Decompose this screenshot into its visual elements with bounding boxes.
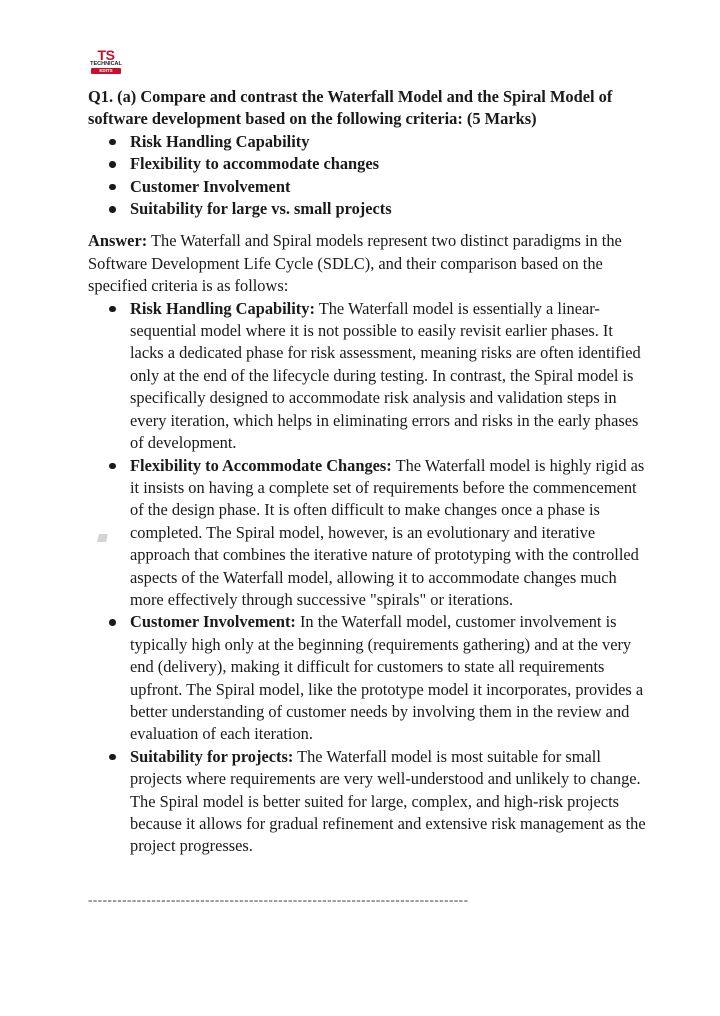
criteria-item [88, 198, 648, 220]
bullet-icon [109, 754, 116, 761]
logo-ts-text: TS [97, 47, 115, 63]
point-text: The Waterfall model is essentially a linear-sequential model where it is not possible to easily revisit earlier phases. It lacks a dedicated phase for risk assessment, meaning risks are often identified only at the end of the lifecycle during testing. In contrast, the Spiral model is specifically designed to accommodate risk analysis and validation steps in every iteration, which helps in eliminating errors and risks in the early phases of development. [130, 298, 641, 453]
answer-point [88, 611, 648, 745]
answer-point [88, 455, 648, 612]
point-term: Risk Handling Capability: [130, 298, 315, 318]
bullet-icon [109, 206, 116, 213]
section-divider: ------------------------------------------------------------------------------ [88, 892, 469, 907]
criteria-item [88, 176, 648, 198]
bullet-icon [109, 184, 116, 191]
point-term: Suitability for projects: [130, 746, 294, 766]
answer-intro-text: The Waterfall and Spiral models represent two distinct paradigms in the Software Development Life Cycle (SDLC), and their comparison based on the specified criteria is as follows: [88, 231, 622, 296]
ts-technical-edits-logo [88, 48, 124, 76]
criteria-label: Customer Involvement [130, 176, 291, 196]
criteria-label: Suitability for large vs. small projects [130, 199, 392, 219]
point-term: Flexibility to Accommodate Changes: [130, 455, 392, 475]
answer-points-list [88, 298, 648, 858]
bullet-icon [109, 306, 116, 313]
bullet-icon [109, 463, 116, 470]
criteria-item [88, 153, 648, 175]
logo-technical-text: TECHNICAL [90, 61, 122, 67]
bullet-icon [109, 619, 116, 626]
answer-intro [88, 230, 648, 297]
answer-label: Answer: [88, 231, 148, 251]
scan-mark-decoration [97, 534, 108, 542]
question-text: Q1. (a) Compare and contrast the Waterfall Model and the Spiral Model of software development based on the following criteria: (5 Marks) [88, 87, 613, 129]
point-term: Customer Involvement: [130, 612, 296, 632]
criteria-label: Flexibility to accommodate changes [130, 154, 380, 174]
answer-point [88, 298, 648, 455]
point-text: In the Waterfall model, customer involvement is typically high only at the beginning (requirements gathering) and at the very end (delivery), making it difficult for customers to state all requirements upfront. The Spiral model, like the prototype model it incorporates, provides a better understanding of customer needs by involving them in the review and evaluation of each iteration. [130, 612, 644, 744]
criteria-list [88, 131, 648, 221]
bullet-icon [109, 161, 116, 168]
criteria-label: Risk Handling Capability [130, 131, 310, 151]
bullet-icon [109, 139, 116, 146]
point-text: The Waterfall model is most suitable for small projects where requirements are very well-understood and unlikely to change. The Spiral model is better suited for large, complex, and high-risk projects because it allows for gradual refinement and extensive risk management as the project progresses. [130, 746, 646, 856]
criteria-item [88, 131, 648, 153]
answer-point [88, 746, 648, 858]
logo-edits-text: EDITS [91, 68, 121, 74]
point-text: The Waterfall model is highly rigid as it insists on having a complete set of requirements before the commencement of the design phase. It is often difficult to make changes once a phase is completed. The Spiral model, however, is an evolutionary and iterative approach that combines the iterative nature of prototyping with the controlled aspects of the Waterfall model, allowing it to accommodate changes much more effectively through successive "spirals" or iterations. [130, 455, 645, 609]
document-content [88, 86, 648, 858]
